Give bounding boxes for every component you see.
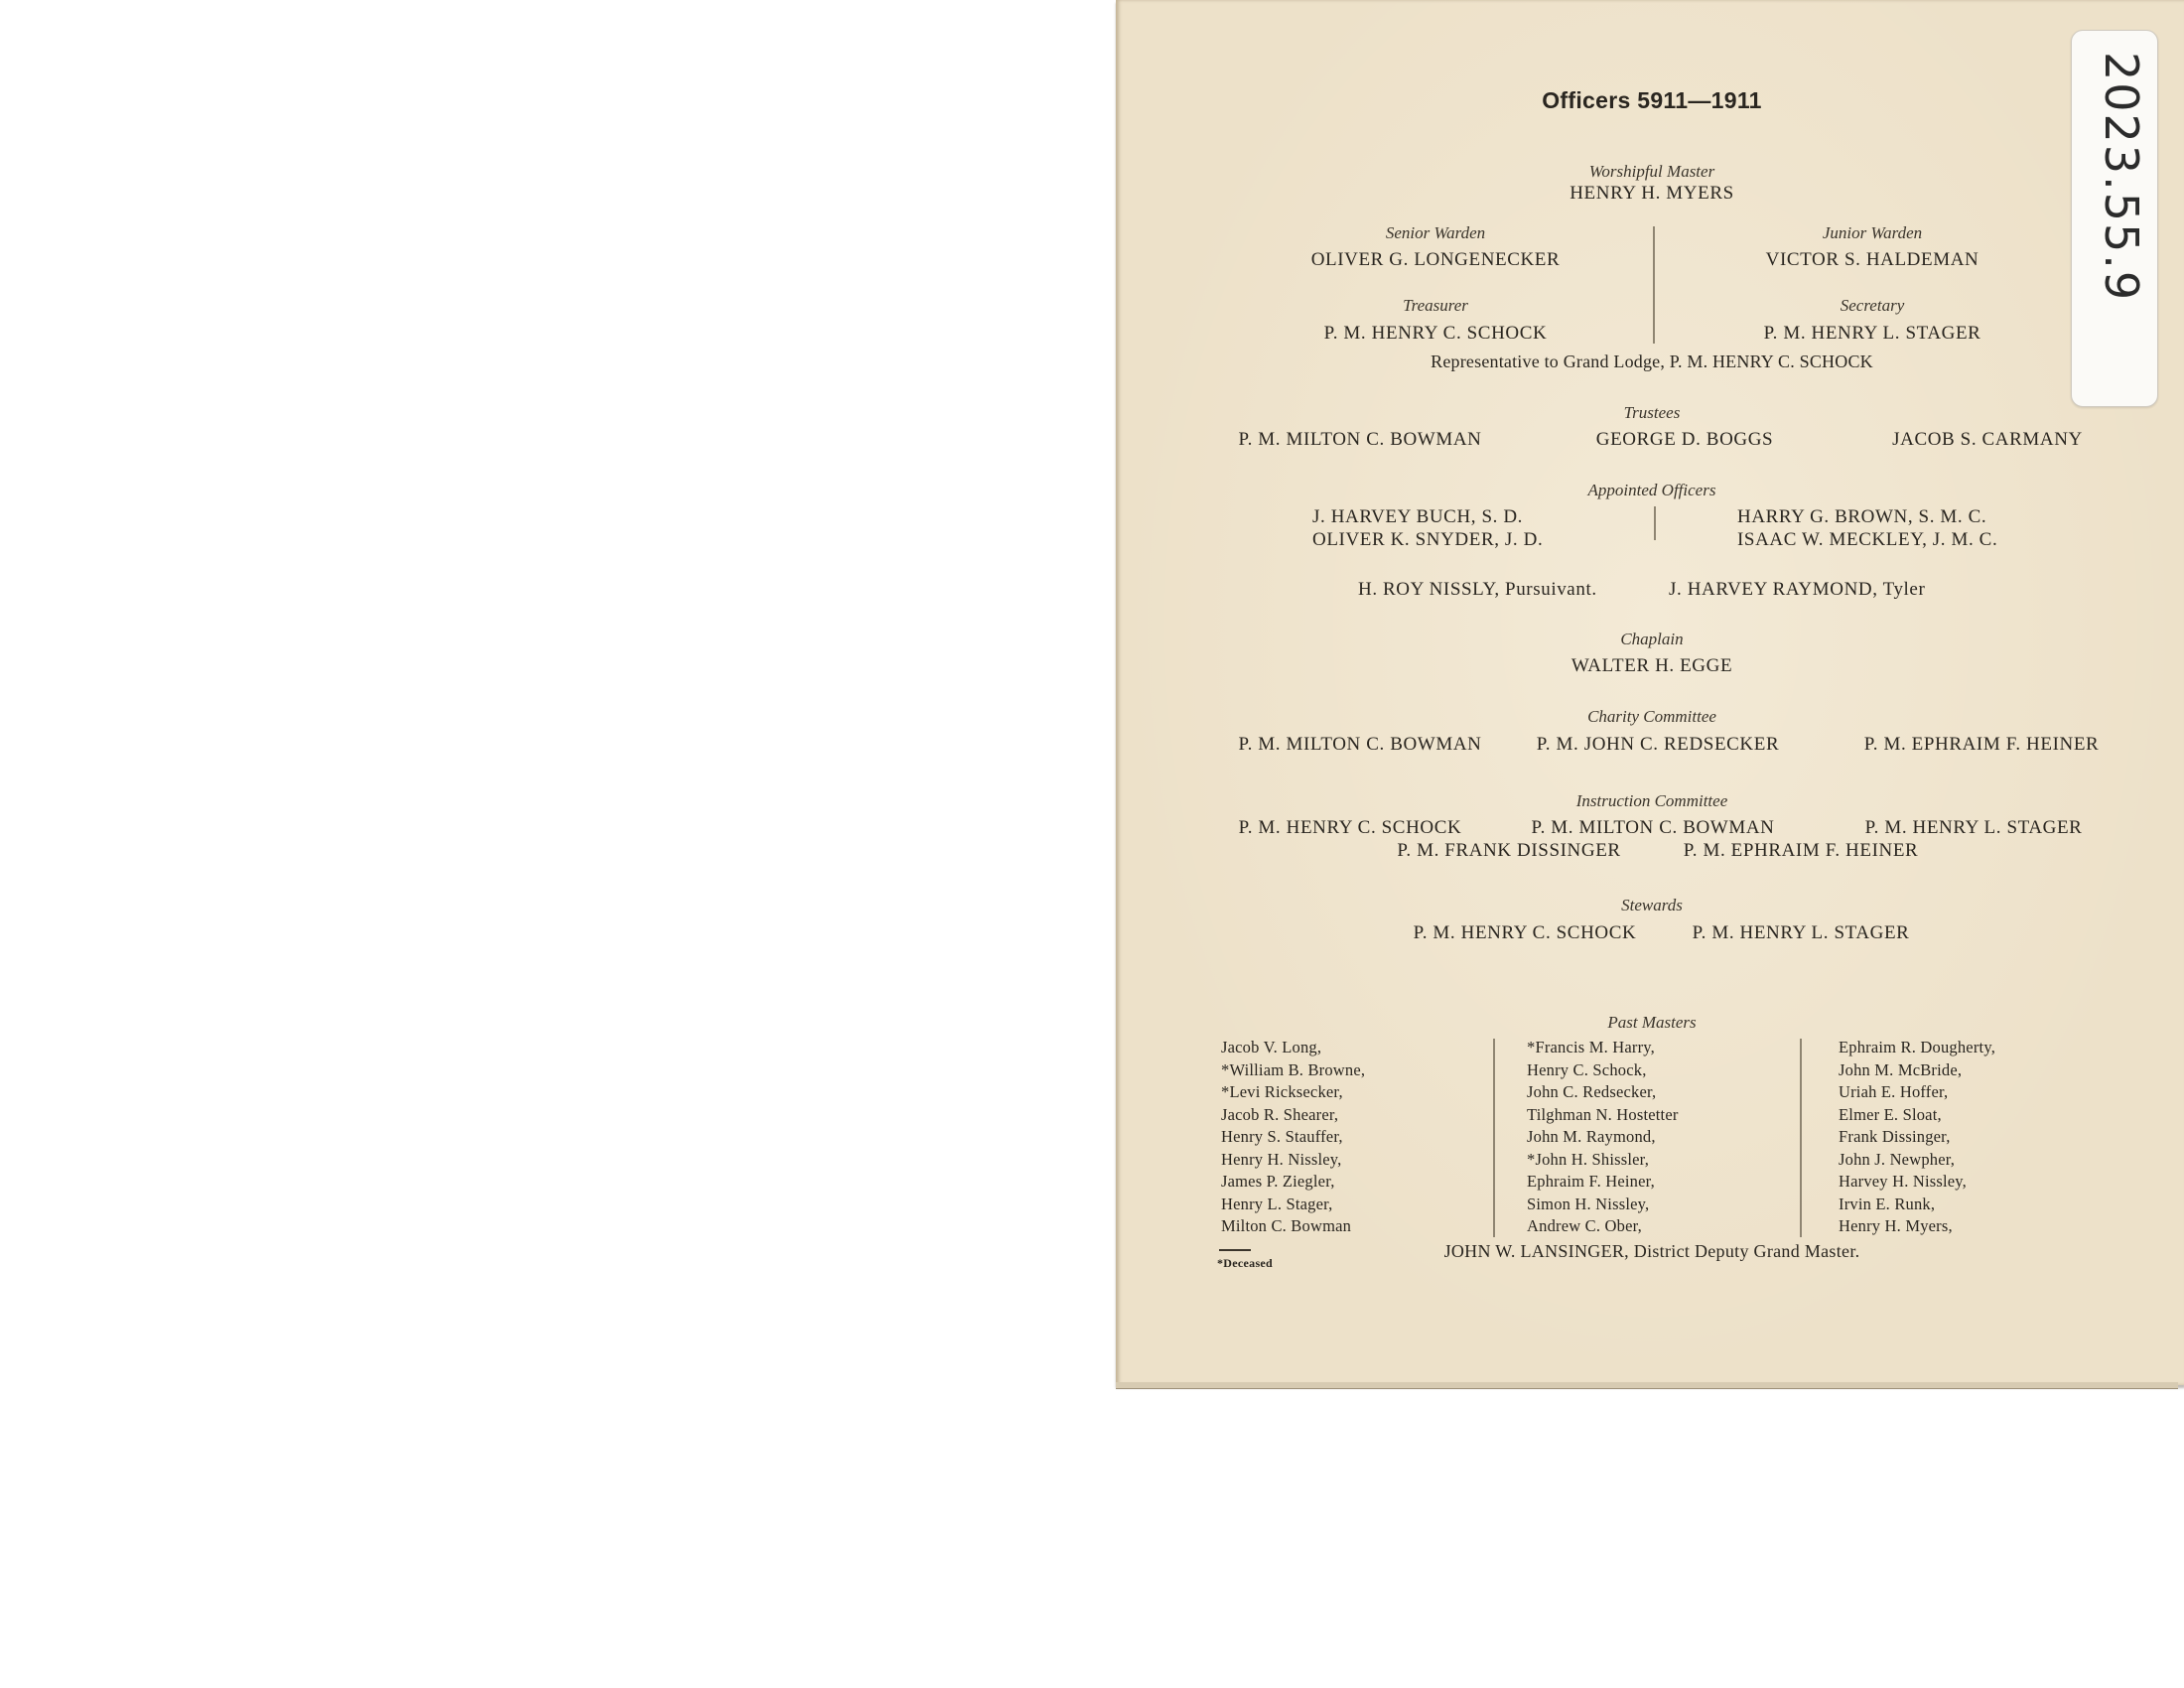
past-master-name: Jacob V. Long, xyxy=(1221,1038,1322,1056)
charity-member: P. M. EPHRAIM F. HEINER xyxy=(1863,734,2100,755)
past-master-name: Simon H. Nissley, xyxy=(1527,1194,1650,1213)
instruction-member: P. M. HENRY L. STAGER xyxy=(1864,817,2083,838)
appointed-officer: ISAAC W. MECKLEY, J. M. C. xyxy=(1737,529,1998,550)
junior-warden-label: Junior Warden xyxy=(1822,223,1923,242)
past-master-name: Ephraim F. Heiner, xyxy=(1527,1172,1656,1191)
tyler: J. HARVEY RAYMOND, Tyler xyxy=(1669,579,1926,600)
past-master-name: Tilghman N. Hostetter xyxy=(1527,1104,1679,1124)
past-master-name: Ephraim R. Dougherty, xyxy=(1839,1038,1996,1056)
deceased-footnote: *Deceased xyxy=(1217,1256,1274,1270)
worshipful-master-name: HENRY H. MYERS xyxy=(1570,183,1734,204)
past-master-name: *Levi Ricksecker, xyxy=(1221,1082,1343,1101)
page-edge xyxy=(1116,1382,2178,1389)
accession-number: 2023.55.9 xyxy=(2095,52,2148,303)
trustee-name: P. M. MILTON C. BOWMAN xyxy=(1238,429,1482,450)
trustees-label: Trustees xyxy=(1623,403,1681,422)
past-master-name: *William B. Browne, xyxy=(1221,1059,1366,1079)
divider-appointed xyxy=(1654,506,1656,540)
footnote-rule xyxy=(1219,1249,1251,1251)
past-master-name: John M. McBride, xyxy=(1839,1059,1963,1079)
district-deputy-grand-master: JOHN W. LANSINGER, District Deputy Grand Master. xyxy=(1443,1241,1860,1261)
past-master-name: Elmer E. Sloat, xyxy=(1839,1104,1942,1124)
senior-warden-label: Senior Warden xyxy=(1385,223,1486,242)
steward-name: P. M. HENRY C. SCHOCK xyxy=(1413,922,1637,943)
past-masters-label: Past Masters xyxy=(1607,1013,1697,1032)
secretary-label: Secretary xyxy=(1840,296,1905,315)
past-masters-column-3 xyxy=(1839,1037,1995,1238)
past-master-name: Henry S. Stauffer, xyxy=(1221,1127,1343,1146)
appointed-officer: J. HARVEY BUCH, S. D. xyxy=(1312,506,1524,527)
instruction-member: P. M. HENRY C. SCHOCK xyxy=(1238,817,1462,838)
past-master-name: Uriah E. Hoffer, xyxy=(1839,1082,1949,1101)
trustee-name: JACOB S. CARMANY xyxy=(1892,429,2083,450)
past-master-name: Harvey H. Nissley, xyxy=(1839,1172,1968,1191)
past-master-name: John M. Raymond, xyxy=(1527,1127,1656,1146)
pursuivant: H. ROY NISSLY, Pursuivant. xyxy=(1358,579,1597,600)
past-master-name: Henry L. Stager, xyxy=(1221,1194,1333,1213)
charity-committee-label: Charity Committee xyxy=(1587,707,1716,726)
senior-warden-name: OLIVER G. LONGENECKER xyxy=(1310,249,1561,270)
past-master-name: Irvin E. Runk, xyxy=(1839,1194,1936,1213)
page-title: Officers 5911—1911 xyxy=(1542,87,1762,113)
instruction-member: P. M. MILTON C. BOWMAN xyxy=(1531,817,1775,838)
past-master-name: Henry C. Schock, xyxy=(1527,1059,1647,1079)
stewards-label: Stewards xyxy=(1621,896,1683,914)
appointed-officer: OLIVER K. SNYDER, J. D. xyxy=(1312,529,1544,550)
past-master-name: Frank Dissinger, xyxy=(1839,1127,1951,1146)
instruction-member: P. M. EPHRAIM F. HEINER xyxy=(1683,840,1919,861)
grand-lodge-representative: Representative to Grand Lodge, P. M. HENRY C. SCHOCK xyxy=(1431,352,1873,371)
junior-warden-name: VICTOR S. HALDEMAN xyxy=(1765,249,1979,270)
past-masters-column-2 xyxy=(1527,1037,1679,1238)
past-master-name: Milton C. Bowman xyxy=(1221,1216,1352,1235)
past-master-name: Andrew C. Ober, xyxy=(1527,1216,1642,1235)
past-master-name: *Francis M. Harry, xyxy=(1527,1038,1656,1056)
secretary-name: P. M. HENRY L. STAGER xyxy=(1763,323,1981,344)
instruction-member: P. M. FRANK DISSINGER xyxy=(1397,840,1621,861)
divider-past-masters-1 xyxy=(1493,1039,1495,1237)
past-master-name: John J. Newpher, xyxy=(1839,1149,1956,1169)
chaplain-name: WALTER H. EGGE xyxy=(1570,655,1733,676)
charity-member: P. M. MILTON C. BOWMAN xyxy=(1238,734,1482,755)
past-master-name: Henry H. Nissley, xyxy=(1221,1149,1342,1169)
steward-name: P. M. HENRY L. STAGER xyxy=(1692,922,1910,943)
appointed-officer: HARRY G. BROWN, S. M. C. xyxy=(1737,506,1987,527)
divider-past-masters-2 xyxy=(1800,1039,1802,1237)
chaplain-label: Chaplain xyxy=(1620,630,1684,648)
past-master-name: Jacob R. Shearer, xyxy=(1221,1104,1339,1124)
past-master-name: *John H. Shissler, xyxy=(1527,1149,1650,1169)
worshipful-master-label: Worshipful Master xyxy=(1588,162,1715,181)
appointed-officers-label: Appointed Officers xyxy=(1587,481,1716,499)
past-masters-column-1 xyxy=(1221,1037,1365,1238)
instruction-committee-label: Instruction Committee xyxy=(1575,791,1728,810)
past-master-name: James P. Ziegler, xyxy=(1221,1172,1335,1191)
divider-wardens xyxy=(1653,226,1655,344)
past-master-name: John C. Redsecker, xyxy=(1527,1082,1657,1101)
trustee-name: GEORGE D. BOGGS xyxy=(1595,429,1774,450)
treasurer-label: Treasurer xyxy=(1403,296,1468,315)
treasurer-name: P. M. HENRY C. SCHOCK xyxy=(1323,323,1548,344)
past-master-name: Henry H. Myers, xyxy=(1839,1216,1953,1235)
charity-member: P. M. JOHN C. REDSECKER xyxy=(1536,734,1780,755)
